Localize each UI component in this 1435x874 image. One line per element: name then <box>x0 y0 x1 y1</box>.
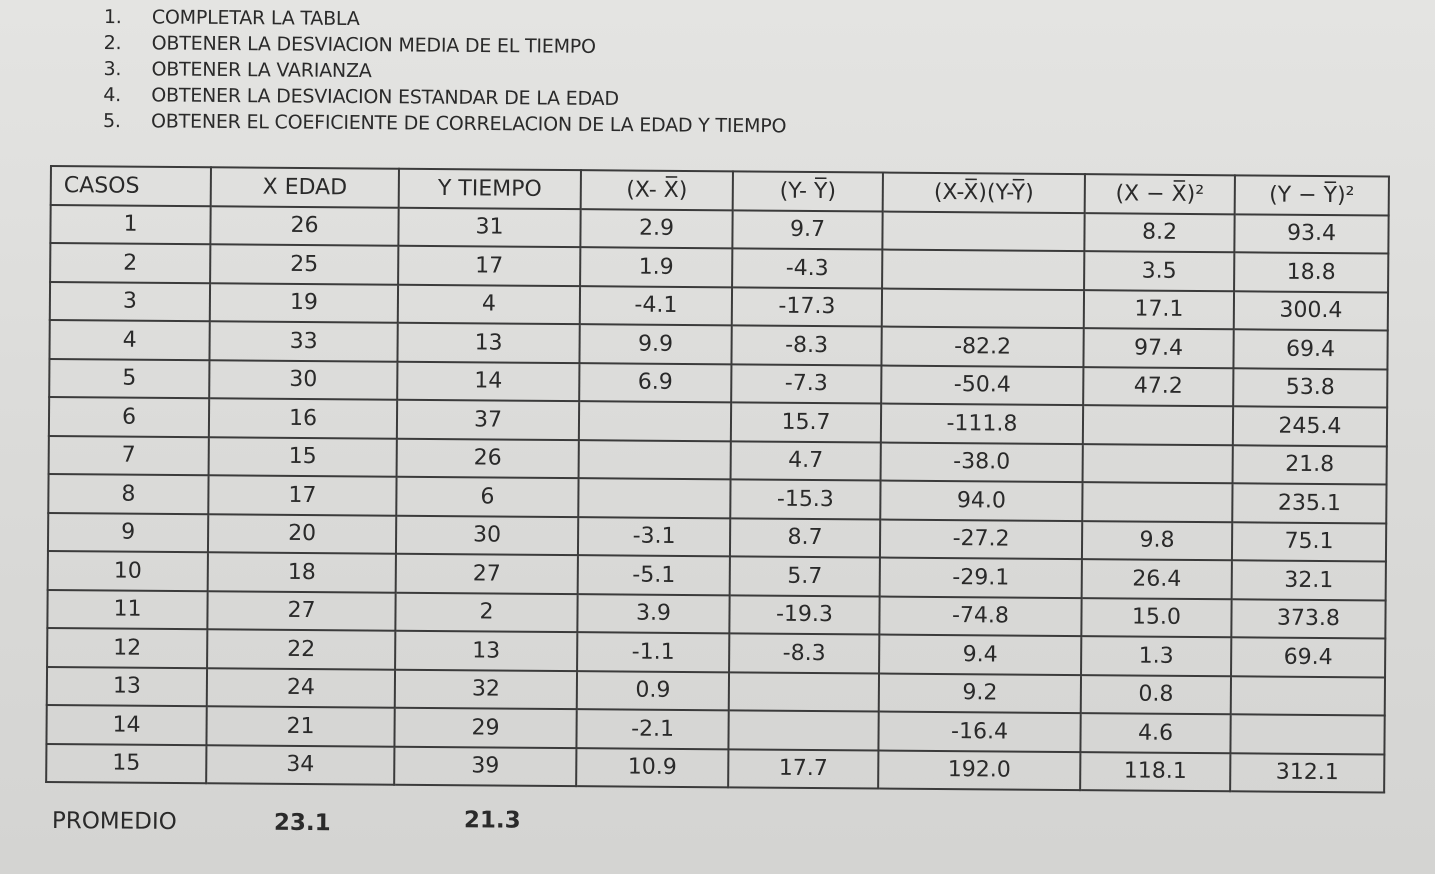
case-number-cell: 2 <box>50 243 210 283</box>
table-cell: 13 <box>395 631 577 671</box>
table-cell: -4.1 <box>580 286 732 326</box>
table-cell: 10.9 <box>576 748 728 788</box>
table-cell: 18.8 <box>1234 252 1388 292</box>
table-cell: 312.1 <box>1230 753 1384 793</box>
table-cell: 17.1 <box>1084 290 1234 330</box>
instruction-text: OBTENER LA DESVIACION ESTANDAR DE LA EDAD <box>151 84 619 111</box>
table-cell: 32 <box>395 669 577 709</box>
table-cell: -50.4 <box>881 365 1083 405</box>
case-number-cell: 12 <box>47 628 207 668</box>
case-number-cell: 9 <box>48 512 208 552</box>
table-cell: 6 <box>396 477 578 517</box>
table-cell: 20 <box>208 514 396 554</box>
table-cell: -2.1 <box>576 709 728 749</box>
table-cell: 15.0 <box>1081 598 1231 638</box>
table-cell: 6.9 <box>579 363 731 403</box>
table-cell: 30 <box>209 360 397 400</box>
case-number-cell: 10 <box>48 551 208 591</box>
table-cell: 373.8 <box>1231 599 1385 639</box>
table-cell: 30 <box>396 515 578 555</box>
average-time-value: 21.3 <box>463 807 521 834</box>
table-cell: 4.7 <box>731 441 881 481</box>
table-cell: -17.3 <box>732 287 882 327</box>
instruction-text: COMPLETAR LA TABLA <box>151 6 360 31</box>
table-cell: 25 <box>210 244 398 284</box>
table-cell: -74.8 <box>879 596 1081 636</box>
instruction-number: 4. <box>103 83 122 107</box>
instruction-number: 2. <box>103 31 122 55</box>
table-cell: -111.8 <box>881 404 1083 444</box>
average-row <box>51 807 612 837</box>
table-cell: 26 <box>397 438 579 478</box>
table-cell: -82.2 <box>881 327 1083 367</box>
table-cell: 4.6 <box>1080 713 1230 753</box>
table-cell: -7.3 <box>731 364 881 404</box>
table-cell: 9.2 <box>879 673 1081 713</box>
table-cell: -1.1 <box>577 632 729 672</box>
table-cell: 17 <box>398 246 580 286</box>
table-cell: 21 <box>206 706 394 746</box>
table-cell: -8.3 <box>731 325 881 365</box>
table-cell <box>882 211 1084 251</box>
case-number-cell: 13 <box>47 666 207 706</box>
case-number-cell: 6 <box>49 397 209 437</box>
table-cell <box>1083 405 1233 445</box>
table-cell <box>579 401 731 441</box>
table-cell: 13 <box>397 323 579 363</box>
table-cell: 29 <box>394 708 576 748</box>
table-cell: 26 <box>210 206 398 246</box>
table-cell: 3.5 <box>1084 251 1234 291</box>
table-cell <box>1231 676 1385 716</box>
table-cell <box>579 440 731 480</box>
case-number-cell: 1 <box>50 205 210 245</box>
average-label: PROMEDIO <box>51 808 177 835</box>
instruction-text: OBTENER LA DESVIACION MEDIA DE EL TIEMPO <box>151 32 596 58</box>
table-cell: 17 <box>208 475 396 515</box>
instructions-list <box>103 4 787 139</box>
table-cell: -27.2 <box>880 519 1082 559</box>
table-cell: 8.7 <box>730 518 880 558</box>
table-cell: -29.1 <box>880 558 1082 598</box>
case-number-cell: 3 <box>50 282 210 322</box>
case-number-cell: 11 <box>47 589 207 629</box>
table-cell: -15.3 <box>730 479 880 519</box>
table-cell: 27 <box>396 554 578 594</box>
table-cell: 69.4 <box>1233 329 1387 369</box>
table-cell: 69.4 <box>1231 637 1385 677</box>
table-cell: 9.4 <box>879 635 1081 675</box>
table-cell: 3.9 <box>577 594 729 634</box>
instruction-text: OBTENER LA VARIANZA <box>151 58 372 83</box>
statistics-table <box>45 165 1390 794</box>
instruction-number: 1. <box>103 5 122 29</box>
table-cell: 0.8 <box>1081 675 1231 715</box>
table-cell <box>882 288 1084 328</box>
table-cell <box>729 672 879 712</box>
table-cell: 32.1 <box>1232 560 1386 600</box>
table-cell: 97.4 <box>1083 328 1233 368</box>
table-cell: 4 <box>398 284 580 324</box>
table-cell: -16.4 <box>878 712 1080 752</box>
instruction-number: 5. <box>102 109 121 133</box>
table-cell: 33 <box>209 321 397 361</box>
table-cell: 192.0 <box>878 750 1080 790</box>
case-number-cell: 4 <box>49 320 209 360</box>
table-cell: 39 <box>394 746 576 786</box>
table-cell: -19.3 <box>729 595 879 635</box>
table-cell: 24 <box>207 668 395 708</box>
table-cell: 8.2 <box>1084 213 1234 253</box>
case-number-cell: 14 <box>46 705 206 745</box>
table-cell: 94.0 <box>880 481 1082 521</box>
table-cell: -5.1 <box>578 555 730 595</box>
column-header: (X − X̅)² <box>1085 174 1235 214</box>
column-header: CASOS <box>51 166 211 206</box>
table-cell: 21.8 <box>1233 445 1387 485</box>
table-cell: 22 <box>207 629 395 669</box>
table-cell: -3.1 <box>578 517 730 557</box>
column-header: X EDAD <box>211 167 399 207</box>
table-cell: 75.1 <box>1232 522 1386 562</box>
table-cell: 2.9 <box>580 209 732 249</box>
table-cell: 53.8 <box>1233 368 1387 408</box>
table-cell: 26.4 <box>1082 559 1232 599</box>
table-cell <box>1083 444 1233 484</box>
column-header: (Y- Y̅) <box>733 171 883 211</box>
table-cell: 27 <box>207 591 395 631</box>
table-cell: 37 <box>397 400 579 440</box>
table-cell: 15 <box>209 437 397 477</box>
table-cell: 93.4 <box>1234 214 1388 254</box>
table-cell <box>728 710 878 750</box>
table-cell: 1.3 <box>1081 636 1231 676</box>
table-cell: 235.1 <box>1232 483 1386 523</box>
table-cell: 15.7 <box>731 402 881 442</box>
case-number-cell: 15 <box>46 743 206 783</box>
table-cell: 5.7 <box>730 556 880 596</box>
instruction-item <box>103 108 786 139</box>
table-cell: -8.3 <box>729 633 879 673</box>
table-cell: -38.0 <box>881 442 1083 482</box>
table-cell: 245.4 <box>1233 406 1387 446</box>
average-age-value: 23.1 <box>273 809 331 837</box>
column-header: Y TIEMPO <box>399 169 581 209</box>
table-cell: 9.7 <box>732 210 882 250</box>
table-cell: 34 <box>206 745 394 785</box>
table-cell: 2 <box>395 592 577 632</box>
table-cell <box>1230 714 1384 754</box>
table-cell: 31 <box>398 207 580 247</box>
table-cell: 0.9 <box>577 671 729 711</box>
table-cell: 18 <box>208 552 396 592</box>
instruction-number: 3. <box>103 57 122 81</box>
table-cell: 17.7 <box>728 749 878 789</box>
table-cell <box>882 250 1084 290</box>
instruction-text: OBTENER EL COEFICIENTE DE CORRELACION DE LA EDAD Y TIEMPO <box>150 110 787 138</box>
case-number-cell: 5 <box>49 359 209 399</box>
column-header: (Y − Y̅)² <box>1235 175 1389 215</box>
column-header: (X- X̅) <box>581 170 733 210</box>
table-cell: 118.1 <box>1080 752 1230 792</box>
table-cell: 47.2 <box>1083 367 1233 407</box>
case-number-cell: 8 <box>48 474 208 514</box>
table-cell: 16 <box>209 398 397 438</box>
table-cell <box>1082 482 1232 522</box>
table-cell: 19 <box>210 283 398 323</box>
case-number-cell: 7 <box>49 435 209 475</box>
table-cell: 9.9 <box>579 324 731 364</box>
table-cell: 14 <box>397 361 579 401</box>
table-cell: 300.4 <box>1234 291 1388 331</box>
table-cell <box>578 478 730 518</box>
table-cell: -4.3 <box>732 248 882 288</box>
column-header: (X-X̅)(Y-Y̅) <box>883 173 1085 213</box>
table-body <box>46 205 1388 793</box>
table-cell: 1.9 <box>580 247 732 287</box>
table-cell: 9.8 <box>1082 521 1232 561</box>
